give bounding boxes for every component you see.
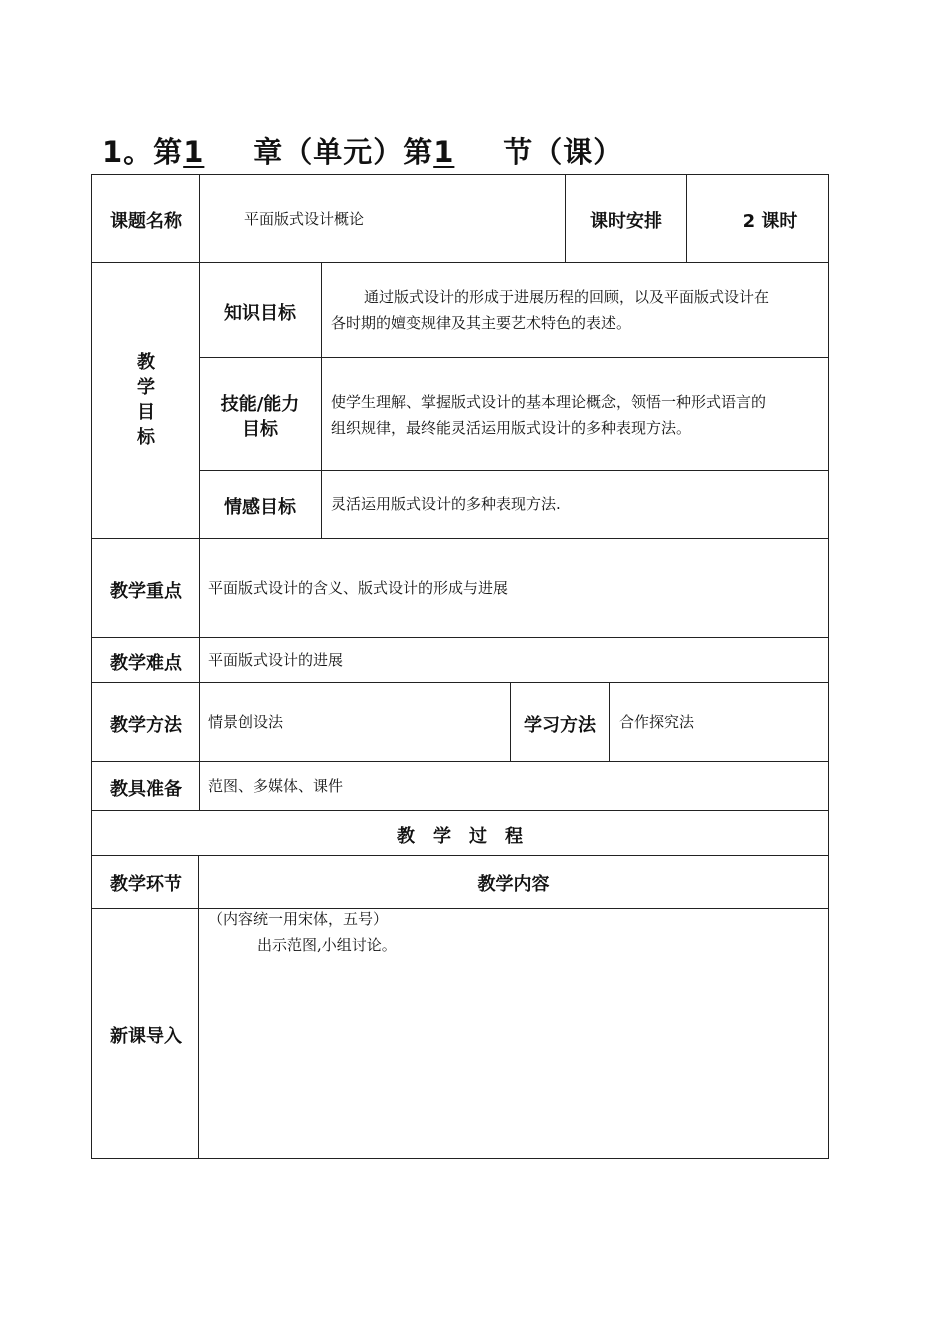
hours-label: 课时安排 [590, 211, 662, 232]
objectives-char: 学 [137, 377, 155, 398]
tools-label: 教具准备 [110, 779, 182, 800]
heading-prefix: 1。第 [102, 135, 184, 169]
intro-note: （内容统一用宋体，五号） [208, 910, 389, 928]
knowledge-text-line-2: 各时期的嬗变规律及其主要艺术特色的表述。 [331, 314, 632, 332]
topic-label: 课题名称 [110, 211, 182, 232]
intro-text: 出示范图,小组讨论。 [257, 936, 397, 954]
knowledge-label: 知识目标 [224, 303, 296, 324]
section-number: 1 [433, 135, 455, 169]
skill-text-line-2: 组织规律，最终能灵活运用版式设计的多种表现方法。 [331, 419, 692, 437]
process-title: 教 学 过 程 [397, 826, 523, 847]
hours-value: 2 课时 [742, 211, 798, 232]
difficulty-label: 教学难点 [110, 653, 182, 674]
skill-text-line-1: 使学生理解、掌握版式设计的基本理论概念，领悟一种形式语言的 [331, 393, 767, 411]
tools-text: 范图、多媒体、课件 [208, 777, 344, 795]
chapter-number: 1 [183, 135, 205, 169]
content-header: 教学内容 [477, 874, 550, 895]
objectives-char: 目 [137, 402, 155, 423]
study-label: 学习方法 [524, 715, 596, 736]
objectives-char: 标 [137, 427, 155, 448]
intro-label: 新课导入 [110, 1026, 182, 1047]
topic-value: 平面版式设计概论 [244, 210, 365, 228]
stage-header: 教学环节 [110, 874, 182, 895]
key-label: 教学重点 [110, 581, 182, 602]
study-text: 合作探究法 [619, 713, 695, 731]
skill-label-line-1: 技能/能力 [220, 394, 300, 415]
skill-label-line-2: 目标 [242, 419, 278, 440]
emotion-label: 情感目标 [224, 497, 296, 518]
knowledge-text-line-1: 通过版式设计的形成于进展历程的回顾，以及平面版式设计在 [364, 288, 770, 306]
heading-section-text: 节（课） [503, 135, 624, 169]
method-text: 情景创设法 [208, 713, 284, 731]
key-text: 平面版式设计的含义、版式设计的形成与进展 [208, 579, 509, 597]
heading-chapter-text: 章（单元）第 [253, 135, 434, 169]
page-heading [102, 130, 623, 170]
objectives-label [134, 350, 158, 450]
method-label: 教学方法 [110, 715, 182, 736]
difficulty-text: 平面版式设计的进展 [208, 651, 344, 669]
emotion-text: 灵活运用版式设计的多种表现方法. [331, 495, 561, 513]
objectives-char: 教 [137, 352, 155, 373]
